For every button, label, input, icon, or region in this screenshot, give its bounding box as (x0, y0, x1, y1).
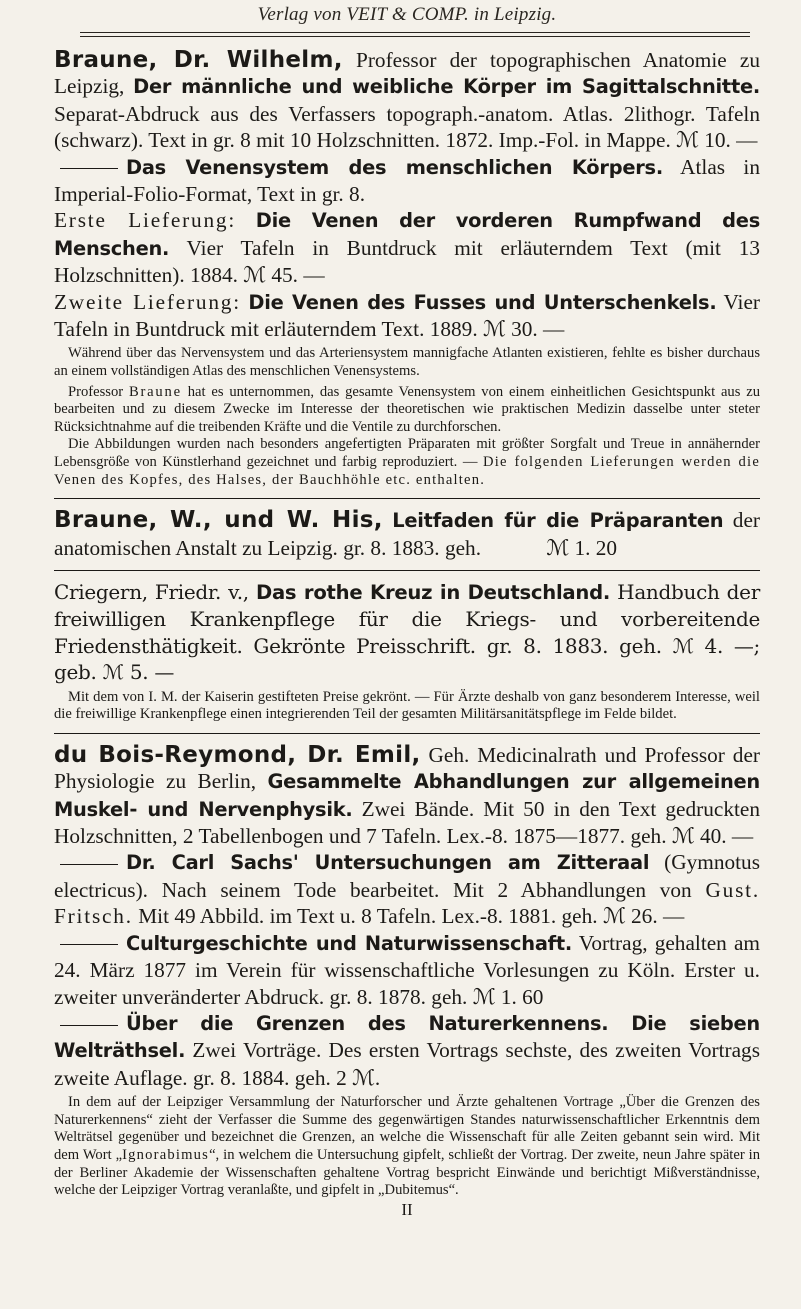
lieferung-desc: Vier Tafeln in Buntdruck mit erläuterndem Text. 1889. (54, 289, 760, 342)
author: du Bois-Reymond, Dr. Emil, (54, 741, 421, 768)
note: Mit dem von I. M. der Kaiserin gestifteten Preise gekrönt. — Für Ärzte deshalb von ganz besonderem Interesse, weil die freiwillige Krankenpflege einen integrierenden Teil der gesamten Militärsanitätspflege im Felde bildet. (54, 688, 760, 723)
price: ℳ 26. — (602, 904, 685, 929)
work-desc: Zwei Vorträge. Des ersten Vortrags sechste, des zweiten Vortrags zweite Auflage. gr. 8. 1884. geh. (54, 1038, 760, 1090)
binding: geb. (54, 660, 97, 685)
repeat-dash (60, 944, 118, 945)
running-head: Verlag von VEIT & COMP. in Leipzig. (257, 4, 557, 25)
price: ℳ 30. — (482, 317, 565, 342)
work-desc: Handbuch der freiwilligen Krankenpflege für die Kriegs- und vorbereitende Friedensthätigkeit. Gekrönte Preisschrift. gr. 8. 1883. geh. (54, 580, 760, 658)
page-number: II (401, 1199, 413, 1219)
divider (54, 570, 760, 571)
work-desc: Zwei Bände. Mit 50 in den Text gedruckten Holzschnitten, 2 Tabellenbogen und 7 Tafeln. Lex.-8. 1875—1877. geh. (54, 796, 760, 849)
author: Criegern, Friedr. v., (54, 580, 249, 605)
work-title: Über die Grenzen des Naturerkennens. Die sieben Welträthsel. (54, 1011, 760, 1063)
work-title: Leitfaden für die Präparanten (392, 509, 724, 533)
price: ℳ 5. — (102, 660, 175, 685)
entry-braune (54, 47, 760, 489)
price: ℳ 10. — (676, 128, 758, 153)
note-text: Die Abbildungen wurden nach besonders angefertigten Präparaten mit größter Sorgfalt und Treue in annähernder Lebensgröße von Künstlerhand gezeichnet und farbig reproduziert. — (54, 436, 760, 471)
price: ℳ 40. — (671, 824, 754, 849)
price: ℳ 1. 60 (472, 984, 544, 1009)
lieferung-title: Die Venen des Fusses und Unterschenkels. (248, 290, 717, 314)
work-title: Der männliche und weibliche Körper im Sagittalschnitte. (133, 75, 760, 99)
note-text: “, in welchem die Untersuchung gipfelt, schließt der Vortrag. Der zweite, neun Jahre später in der Berliner Akademie der Wissenschaften gehaltene Vortrag bespricht Einwände und berichtigt Mißverständnisse, welche der Leipziger Vortrag veranlaßte, und gipfelt in „Dubitemus“. (54, 1146, 761, 1199)
work-subtitle: (Gymnotus electricus). (54, 850, 760, 902)
lieferung-title: Die Venen der vorderen Rumpfwand des Menschen. (54, 209, 761, 260)
lieferung-label: Zweite Lieferung: (54, 289, 241, 314)
price: ℳ 4. —; (672, 633, 760, 658)
entry-dbr-grenzen (54, 1010, 760, 1091)
lieferung-desc: Vier Tafeln in Buntdruck mit erläuterndem Text (mit 13 Holzschnitten). 1884. (54, 235, 760, 288)
divider (54, 498, 760, 499)
price: 2 ℳ. (336, 1065, 381, 1090)
work-title: Das rothe Kreuz in Deutschland. (255, 581, 611, 605)
note-text-spaced: Die folgenden Lieferungen werden die Venen des Kopfes, des Halses, der Bauchhöhle etc. enthalten. (54, 454, 760, 488)
divider (54, 733, 760, 734)
work-title: Das Venensystem des menschlichen Körpers. (126, 155, 663, 179)
price: ℳ 1. 20 (546, 535, 618, 560)
note-text: Professor (68, 383, 124, 400)
work-desc: Atlas in Imperial-Folio-Format, Text in gr. 8. (54, 154, 760, 207)
note-text: In dem auf der Leipziger Versammlung der Naturforscher und Ärzte gehaltenen Vortrage „Über die Grenzen des Naturerkennens“ zieht der Verfasser die Summe des gegenwärtigen Standes naturwissenschaftlicher Erkenntnis dem Welträtsel gegenüber und bezeichnet die Grenzen, an welche die Wissenschaft für alle Zeiten gebannt sein wird. Mit dem Wort „ (54, 1094, 760, 1163)
note: Während über das Nervensystem und das Arteriensystem mannigfache Atlanten existieren, fehlte es bisher durchaus an einem vollständigen Atlas des menschlichen Venensystems. (54, 345, 760, 380)
note (54, 384, 760, 437)
work-desc: Mit 49 Abbild. im Text u. 8 Tafeln. Lex.-8. 1881. geh. (138, 904, 598, 929)
author-title: Geh. Medicinalrath und Professor der Physiologie zu Berlin, (54, 742, 760, 794)
page (54, 0, 760, 1220)
work-title: Gesammelte Abhandlungen zur allgemeinen Muskel- und Nervenphysik. (54, 770, 760, 821)
entry-dbr-culturgeschichte (54, 930, 760, 1010)
author: Braune, W., und W. His, (54, 507, 383, 534)
entry-braune-lieferung-2 (54, 289, 760, 343)
work-desc: Nach seinem Tode bearbeitet. Mit 2 Abhandlungen von (161, 877, 692, 902)
header-rule-secondary (80, 36, 750, 37)
entry-du-bois-reymond (54, 742, 760, 1200)
entry-braune-lieferung-1 (54, 207, 760, 288)
note (54, 436, 760, 489)
entry-criegern (54, 579, 760, 724)
work-desc: Vortrag, gehalten am 24. März 1877 im Verein für wissenschaftliche Vorlesungen zu Köln. Erster u. zweiter unveränderter Abdruck. gr. 8. 1878. geh. (54, 930, 760, 1009)
repeat-dash (60, 1025, 118, 1026)
entry-braune-venensystem (54, 154, 760, 208)
entry-braune-main (54, 47, 760, 154)
entry-braune-his-main (54, 507, 760, 561)
work-title: Dr. Carl Sachs' Untersuchungen am Zitteraal (126, 851, 650, 875)
note-keyword: Ignorabimus (122, 1146, 210, 1163)
author-title: Professor der topographischen Anatomie zu Leipzig, (54, 48, 760, 99)
repeat-dash (60, 168, 118, 169)
collaborator: Gust. Fritsch. (54, 877, 760, 929)
price: ℳ 45. — (243, 263, 325, 288)
entry-criegern-main (54, 579, 760, 686)
header-rule (80, 32, 750, 33)
work-desc: der anatomischen Anstalt zu Leipzig. gr. 8. 1883. geh. (54, 508, 760, 560)
entry-dbr-zitteraal (54, 849, 760, 929)
repeat-dash (60, 864, 118, 865)
note (54, 1094, 760, 1200)
author: Braune, Dr. Wilhelm, (54, 47, 343, 73)
lieferung-label: Erste Lieferung: (54, 208, 237, 233)
entry-dbr-main (54, 742, 760, 850)
work-desc: Separat-Abdruck aus des Verfassers topograph.-anatom. Atlas. 2lithogr. Tafeln (schwarz). Text in gr. 8 mit 10 Holzschnitten. 1872. Imp.-Fol. in Mappe. (54, 101, 760, 153)
note-text: hat es unternommen, das gesamte Venensystem von einem einheitlichen Gesichtspunkt aus zu bearbeiten und zu diesem Zwecke im Interesse der theoretischen wie praktischen Medizin dasselbe unter steter Rücksichtnahme auf die treibenden Kräfte und die Ventile zu durchforschen. (54, 383, 760, 435)
note-name: Braune (128, 383, 182, 400)
entry-braune-his (54, 507, 760, 561)
work-title: Culturgeschichte und Naturwissenschaft. (126, 931, 572, 955)
